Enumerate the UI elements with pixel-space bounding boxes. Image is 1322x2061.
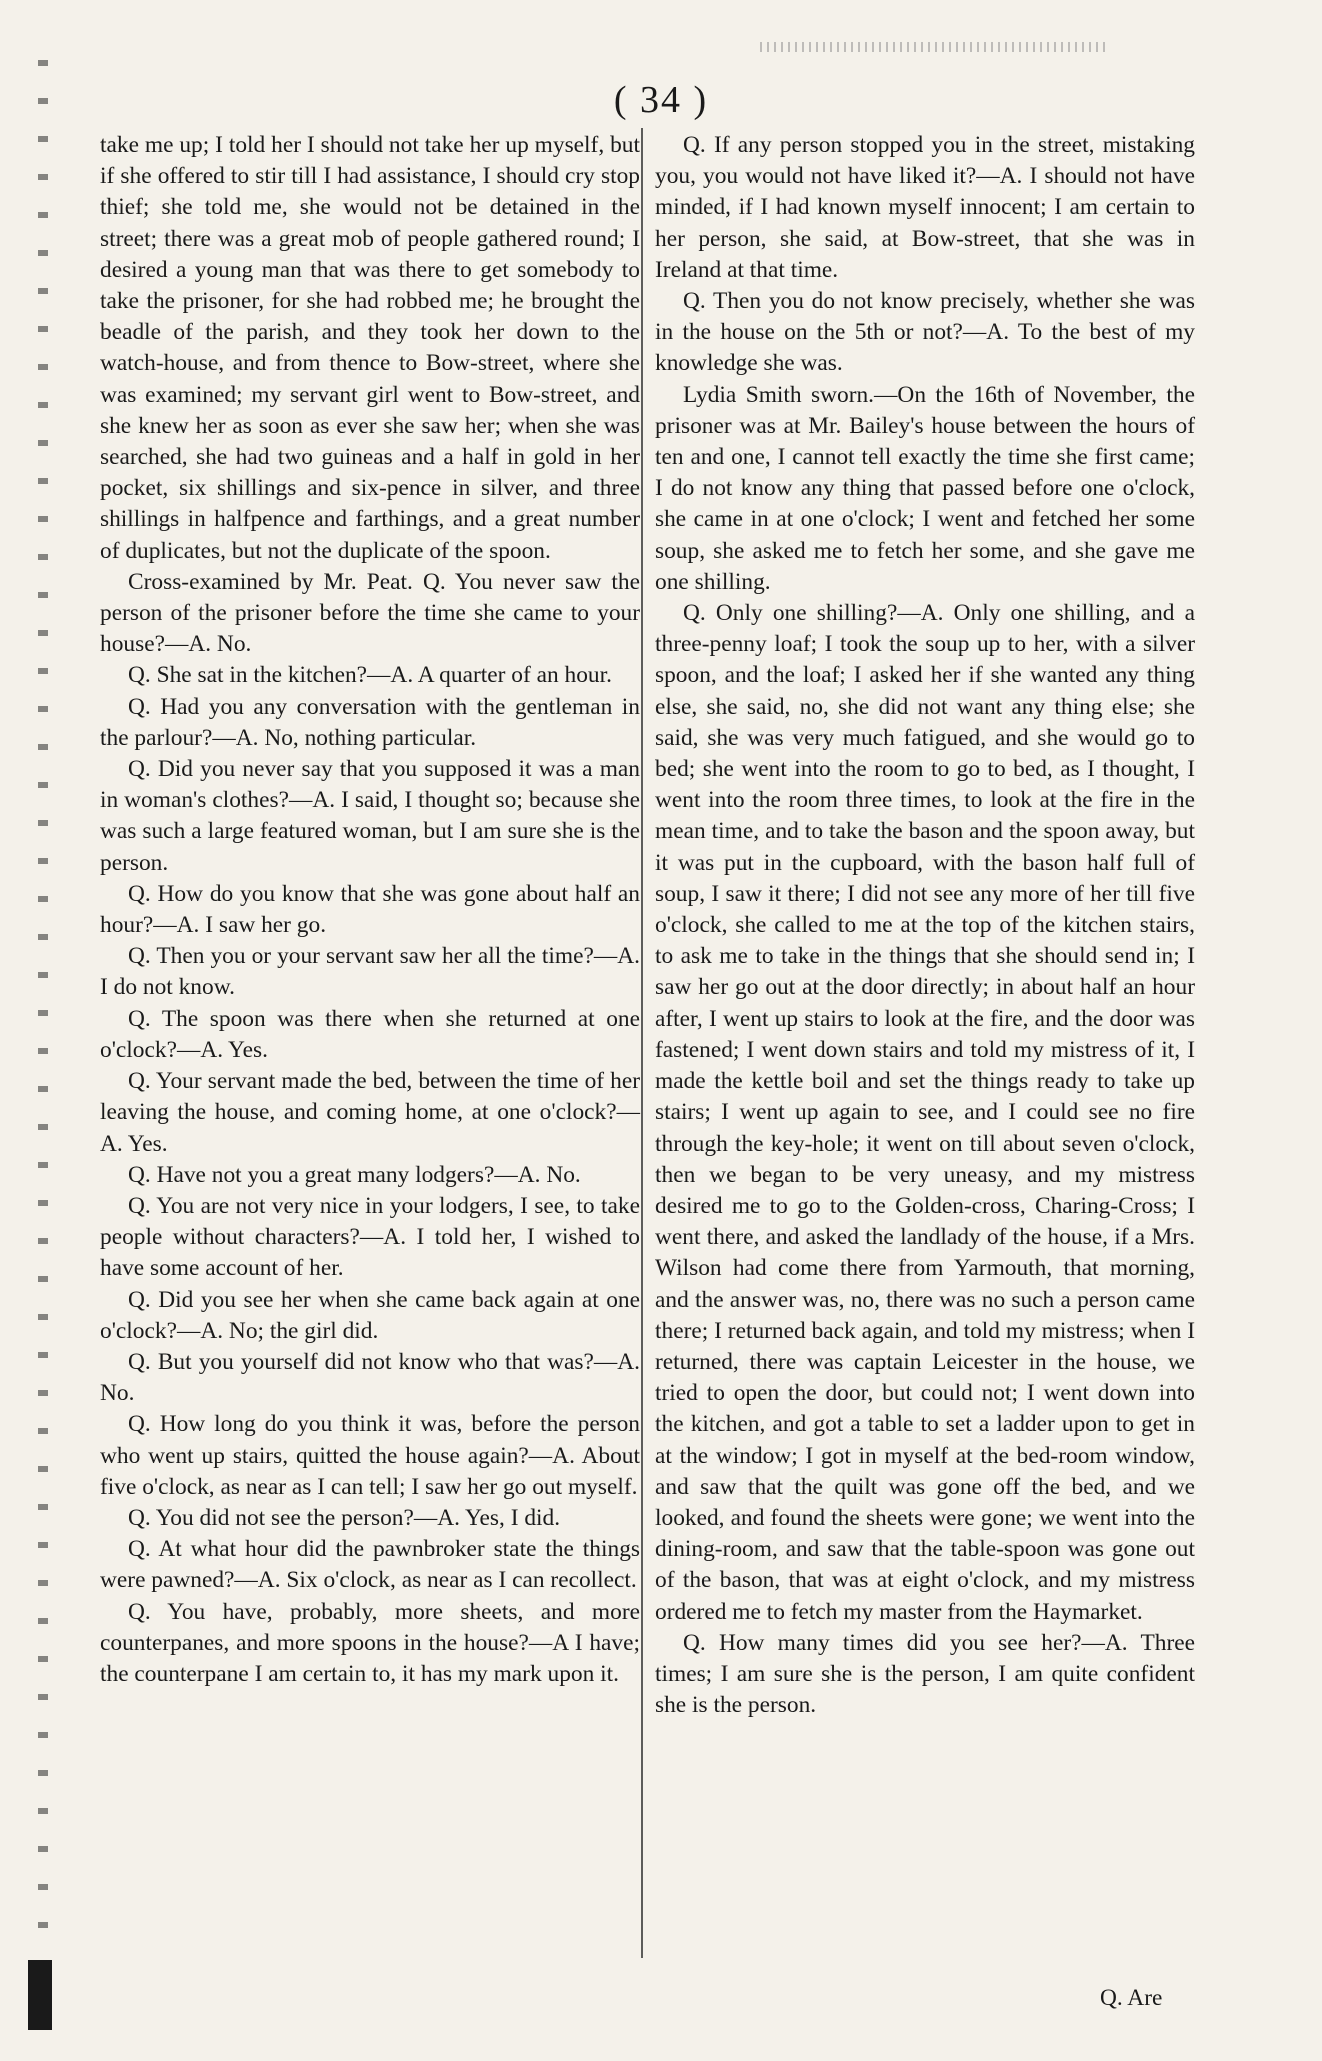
corner-ink-blot [28, 1960, 52, 2030]
paragraph: Q. You did not see the person?—A. Yes, I did. [128, 1504, 561, 1531]
paragraph: Q. Your servant made the bed, between the time of her leaving the house, and coming home, at one o'clock?—A. Yes. [100, 1068, 640, 1157]
paragraph: Cross-examined by Mr. Peat. Q. You never saw the person of the prisoner before the time she came to your house?—A. No. [100, 568, 640, 658]
paragraph: Q. Did you see her when she came back again at one o'clock?—A. No; the girl did. [100, 1286, 640, 1344]
paragraph: Q. Only one shilling?—A. Only one shilling, and a three-penny loaf; I took the soup up to her, with a silver spoon, and the loaf; I asked her if she wanted any thing else, she said, no, she did not want any thing else; she said, she was very much fatigued, and she would go to bed; she went into the room to go to bed, as I thought, I went into the room three times, to look at the fire in the mean time, and to take the bason and the spoon away, but it was put in the cupboard, with the bason half full of soup, I saw it there; I did not see any more of her till five o'clock, she called to me at the top of the kitchen stairs, to ask me to take in the things that she should send in; I saw her go out at the door directly; in about half an hour after, I went up stairs to look at the fire, and the door was fastened; I went down stairs and told my mistress of it, I made the kettle boil and set the things ready to take up stairs; I went up again to see, and I could see no fire through the key-hole; it went on till about seven o'clock, then we began to be very uneasy, and my mistress desired me to go to the Golden-cross, Charing-Cross; I went there, and asked the landlady of the house, if a Mrs. Wilson had come there from Yarmouth, that morning, and the answer was, no, there was no such a person came there; I returned back again, and told my mistress; when I returned, there was captain Leicester in the house, we tried to open the door, but could not; I went down into the kitchen, and got a table to set a ladder upon to get in at the window; I got in myself at the bed-room window, and saw that the quilt was gone off the bed, and we looked, and found the sheets were gone; we went into the dining-room, and saw that the table-spoon was gone out of the bason, that was at eight o'clock, and my mistress ordered me to fetch my master from the Haymarket. [655, 600, 1195, 1625]
paragraph: Q. Have not you a great many lodgers?—A. No. [128, 1161, 581, 1188]
page-number: ( 34 ) [613, 79, 709, 121]
paragraph: Q. Did you never say that you supposed it was a man in woman's clothes?—A. I said, I thought so; because she was such a large featured woman, but I am sure she is the person. [100, 756, 640, 876]
paragraph: Q. At what hour did the pawnbroker state the things were pawned?—A. Six o'clock, as near as I can recollect. [100, 1536, 640, 1594]
paragraph: Q. The spoon was there when she returned at one o'clock?—A. Yes. [100, 1005, 640, 1063]
paragraph: Q. Then you or your servant saw her all the time?—A. I do not know. [100, 943, 640, 1001]
paragraph: Q. She sat in the kitchen?—A. A quarter of an hour. [128, 662, 612, 689]
paragraph: Q. How do you know that she was gone about half an hour?—A. I saw her go. [100, 880, 640, 939]
paragraph: take me up; I told her I should not take her up myself, but if she offered to stir till I had assistance, I should cry stop thief; she told me, she would not be detained in the street; there was a great mob of people gathered round; I desired a young man that was there to get somebody to take the prisoner, for she had robbed me; he brought the beadle of the parish, and they took her down to the watch-house, and from thence to Bow-street, where she was examined; my servant girl went to Bow-street, and she knew her as soon as ever she saw her; when she was searched, she had two guineas and a half in gold in her pocket, six shillings and six-pence in silver, and three shillings in halfpence and farthings, and a great number of duplicates, but not the duplicate of the spoon. [100, 132, 640, 564]
paragraph: Q. If any person stopped you in the street, mistaking you, you would not have liked it?—A. I should not have minded, if I had known myself innocent; I am certain to her person, she said, at Bow-street, that she was in Ireland at that time. [655, 132, 1195, 283]
binding-edge-marks [38, 60, 48, 1960]
paragraph: Lydia Smith sworn.—On the 16th of November, the prisoner was at Mr. Bailey's house between the hours of ten and one, I cannot tell exactly the time she first came; I do not know any thing that passed before one o'clock, she came in at one o'clock; I went and fetched her some soup, she asked me to fetch her some, and she gave me one shilling. [655, 381, 1195, 595]
column-divider [641, 128, 643, 1958]
paragraph: Q. You are not very nice in your lodgers, I see, to take people without characters?—A. I told her, I wished to have some account of her. [100, 1192, 640, 1282]
paragraph: Q. Then you do not know precisely, whether she was in the house on the 5th or not?—A. To the best of my knowledge she was. [655, 288, 1195, 377]
paragraph: Q. How many times did you see her?—A. Three times; I am sure she is the person, I am quite confident she is the person. [655, 1629, 1195, 1719]
catchword: Q. Are [1100, 1985, 1163, 2011]
page-edge-speckle [760, 42, 1110, 52]
right-column [655, 130, 1195, 1721]
paragraph: Q. You have, probably, more sheets, and more counterpanes, and more spoons in the house?—A I have; the counterpane I am certain to, it has my mark upon it. [100, 1598, 640, 1687]
paragraph: Q. Had you any conversation with the gentleman in the parlour?—A. No, nothing particular. [100, 693, 640, 751]
left-column [100, 130, 640, 1690]
paragraph: Q. But you yourself did not know who that was?—A. No. [100, 1348, 640, 1407]
paragraph: Q. How long do you think it was, before the person who went up stairs, quitted the house again?—A. About five o'clock, as near as I can tell; I saw her go out myself. [100, 1411, 640, 1500]
